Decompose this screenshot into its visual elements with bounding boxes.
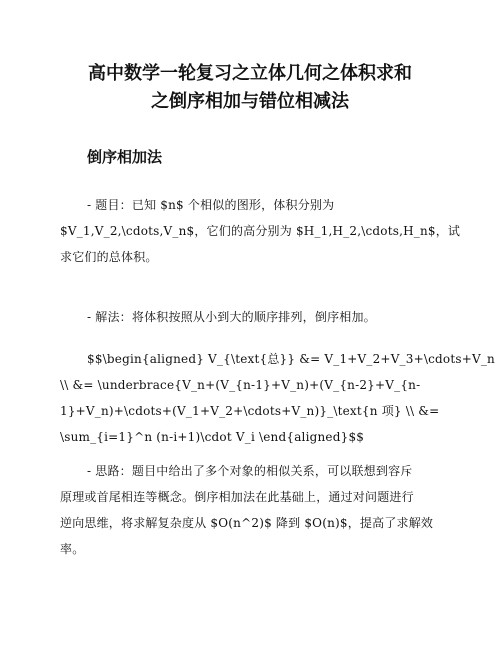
paragraph-line: - 思路：题目中给出了多个对象的相似关系，可以联想到容斥 xyxy=(87,464,413,478)
paragraph-line: 求它们的总体积。 xyxy=(60,250,158,264)
paragraph-line: 1}+V_n)+\cdots+(V_1+V_2+\cdots+V_n)}_\text{n 项} \\ &= xyxy=(60,404,440,418)
idea-paragraph xyxy=(60,458,444,562)
title-line: 高中数学一轮复习之立体几何之体积求和 xyxy=(88,63,412,84)
paragraph-line: $$\begin{aligned} V_{\text{总}} &= V_1+V_2+V_3+\cdots+V_n xyxy=(87,352,495,366)
paragraph-line: \\ &= \underbrace{V_n+(V_{n-1}+V_n)+(V_{n-2}+V_{n- xyxy=(60,378,421,392)
problem-paragraph xyxy=(60,192,461,270)
title-line: 之倒序相加与错位相减法 xyxy=(151,91,349,112)
solution-paragraph xyxy=(60,304,444,330)
paragraph-line: $V_1,V_2,\cdots,V_n$，它们的高分别为 $H_1,H_2,\cdots,H_n$，试 xyxy=(60,224,461,238)
paragraph-line: - 解法：将体积按照从小到大的顺序排列，倒序相加。 xyxy=(87,310,376,324)
paragraph-line: - 题目：已知 $n$ 个相似的图形，体积分别为 xyxy=(87,198,335,212)
section-heading: 倒序相加法 xyxy=(87,148,163,166)
paragraph-line: \sum_{i=1}^n (n-i+1)\cdot V_i \end{aligned}$$ xyxy=(60,430,365,444)
paragraph-line: 率。 xyxy=(60,542,85,556)
paragraph-line: 原理或首尾相连等概念。倒序相加法在此基础上，通过对问题进行 xyxy=(60,490,414,504)
formula-paragraph xyxy=(60,346,495,450)
paragraph-line: 逆向思维，将求解复杂度从 $O(n^2)$ 降到 $O(n)$，提高了求解效 xyxy=(60,516,434,530)
document-title xyxy=(40,60,460,116)
